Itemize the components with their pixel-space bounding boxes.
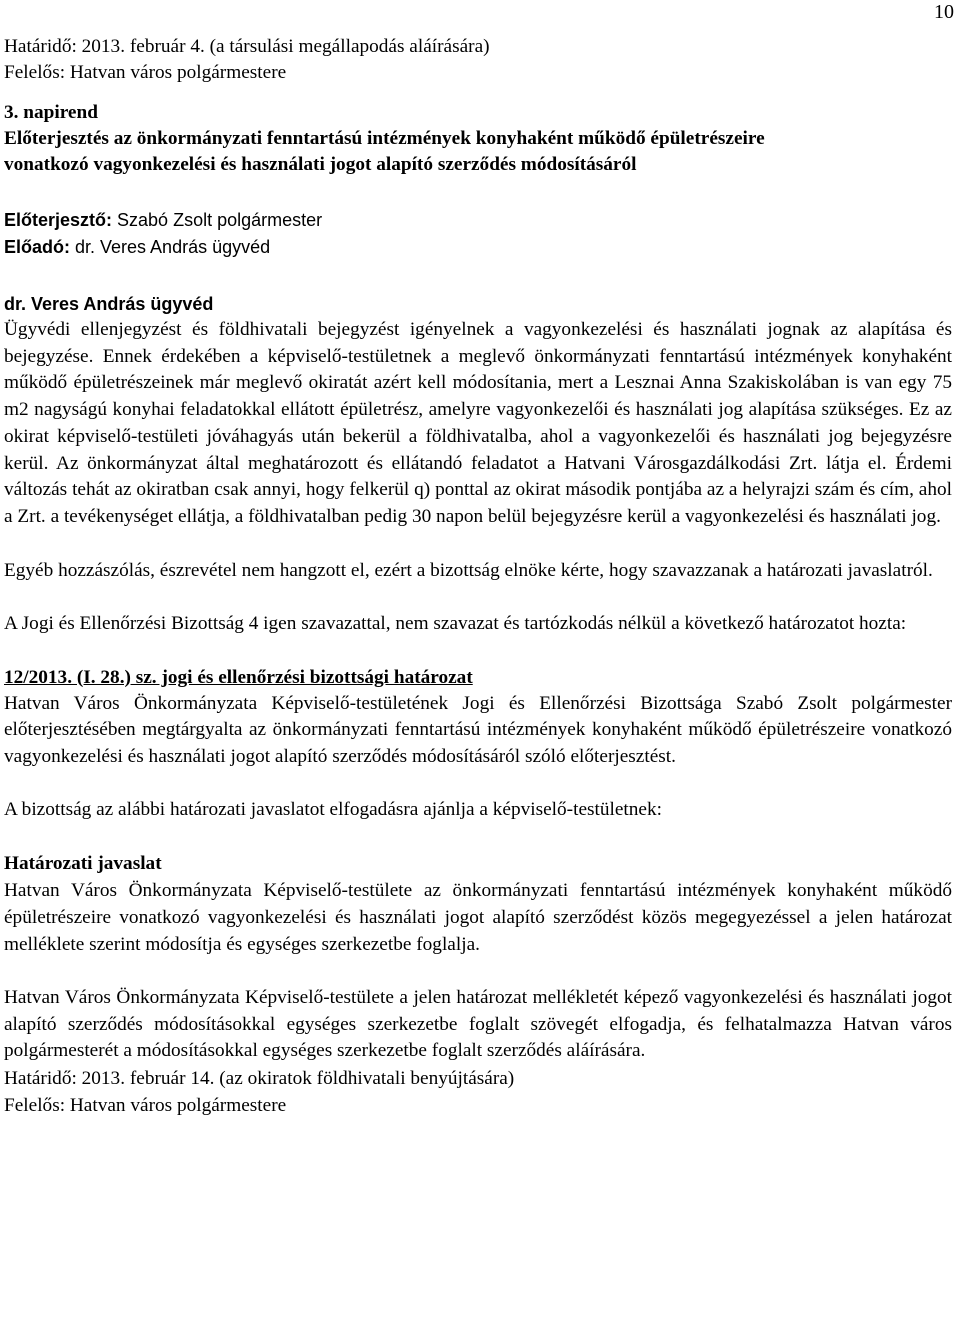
- presenter-line: [4, 206, 952, 234]
- proposal-paragraph-2: Hatvan Város Önkormányzata Képviselő-testülete a jelen határozat mellékletét képező vagyonkezelési és használati jogot alapító szerződés módosításokkal egységes szerkezetbe foglalt szövegét elfogadja, és felhatalmazza Hatvan város polgármesterét a módosításokkal egységes szerkezetbe foglalt szerződés aláírására.: [4, 987, 952, 1062]
- speech-speaker: dr. Veres András ügyvéd: [4, 294, 214, 314]
- closing-remark: Egyéb hozzászólás, észrevétel nem hangzott el, ezért a bizottság elnöke kérte, hogy szavazzanak a határozati javaslatról.: [4, 559, 933, 581]
- speaker-label: Előadó:: [4, 237, 70, 257]
- presenter-value: Szabó Zsolt polgármester: [112, 210, 323, 230]
- speaker-value: dr. Veres András ügyvéd: [70, 237, 271, 257]
- presenter-label: Előterjesztő:: [4, 210, 113, 230]
- resolution-heading: 12/2013. (I. 28.) sz. jogi és ellenőrzési bizottsági határozat: [4, 666, 473, 688]
- recommendation-text: A bizottság az alábbi határozati javaslatot elfogadásra ajánlja a képviselő-testületnek:: [4, 799, 662, 821]
- proposal-deadline: Határidő: 2013. február 14. (az okiratok földhivatali benyújtására): [4, 1067, 515, 1089]
- resolution-text: Hatvan Város Önkormányzata Képviselő-testületének Jogi és Ellenőrzési Bizottsága Szabó Zsolt polgármester előterjesztésében megtárgyalta az önkormányzati fenntartású intézmények konyhaként működő épületrészeire vonatkozó vagyonkezelési és használati jogot alapító szerződés módosításáról szóló előterjesztést.: [4, 692, 952, 767]
- responsible-line: Felelős: Hatvan város polgármestere: [4, 62, 287, 83]
- proposal-heading: Határozati javaslat: [4, 853, 162, 875]
- agenda-title-line-2: vonatkozó vagyonkezelési és használati jogot alapító szerződés módosításáról: [4, 154, 637, 175]
- vote-result: A Jogi és Ellenőrzési Bizottság 4 igen szavazattal, nem szavazat és tartózkodás nélkül a következő határozatot hozta:: [4, 612, 907, 634]
- page-number: 10: [934, 1, 954, 23]
- deadline-line: Határidő: 2013. február 4. (a társulási megállapodás aláírására): [4, 36, 490, 57]
- agenda-item-label: 3. napirend: [4, 102, 98, 123]
- agenda-title-line-1: Előterjesztés az önkormányzati fenntartású intézmények konyhaként működő épületrészeire: [4, 128, 765, 149]
- proposal-paragraph-1: Hatvan Város Önkormányzata Képviselő-testülete az önkormányzati fenntartású intézmények konyhaként működő épületrészeire vonatkozó vagyonkezelési és használati jogot alapító szerződést közös megegyezéssel a jelen határozat melléklete szerint módosítja és egységes szerkezetbe foglalja.: [4, 880, 952, 956]
- proposal-responsible: Felelős: Hatvan város polgármestere: [4, 1094, 287, 1116]
- document-page: [4, 0, 952, 1119]
- speech-text: Ügyvédi ellenjegyzést és földhivatali bejegyzést igényelnek a vagyonkezelési és használati jognak az alapítása és bejegyzése. Ennek érdekében a képviselő-testületnek a meglevő önkormányzati fenntartású intézmények konyhaként működő épületrészeinek már meglevő okiratát azért kell módosítania, mert a Lesznai Anna Szakiskolában is van egy 75 m2 nagyságú konyhai feladatokkal ellátott épületrész, amelyre vagyonkezelői és használati jog alapítása szükséges. Ez az okirat képviselő-testületi jóváhagyás után bekerül a földhivatalba, ahol a vagyonkezelői és használati jog bejegyzésre kerül. Az önkormányzat által meghatározott és ellátandó feladatot a Hatvani Városgazdálkodási Zrt. látja el. Érdemi változás tehát az okiratban csak annyi, hogy felkerül q) ponttal az okirat második pontjába az a helyrajzi szám és cím, ahol a Zrt. a tevékenységet ellátja, a földhivatalban pedig 30 napon belül bejegyzésre kerül a vagyonkezelési és használati jog.: [4, 319, 952, 527]
- speaker-line: [4, 234, 952, 261]
